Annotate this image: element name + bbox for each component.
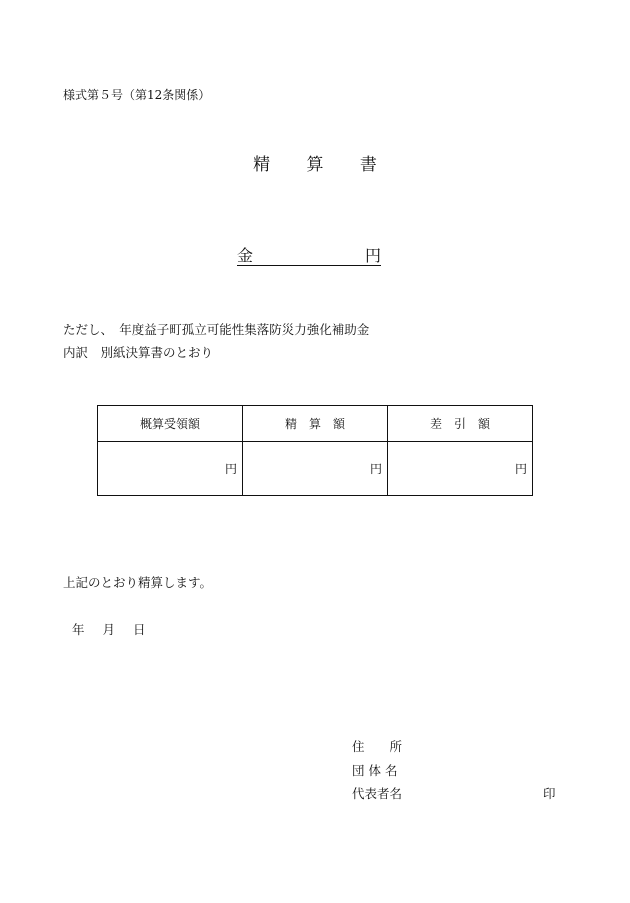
breakdown-text: 内訳 別紙決算書のとおり: [63, 345, 214, 360]
title-char-2: 算: [306, 155, 324, 175]
representative-label: 代表者名: [352, 786, 403, 801]
unit-yen: 円: [369, 462, 382, 476]
date-month: 月: [102, 622, 116, 637]
date-year: 年: [72, 622, 85, 637]
date-line: [72, 620, 160, 638]
seal-mark: 印: [543, 786, 556, 801]
unit-yen: 円: [514, 462, 527, 476]
organization-label: 団 体 名: [352, 763, 398, 778]
amount-prefix: 金: [237, 246, 254, 265]
date-day: 日: [133, 622, 146, 637]
address-label: 住 所: [352, 739, 403, 754]
cell-estimated-received[interactable]: [98, 442, 243, 496]
document-title: [0, 150, 630, 175]
header-difference: 差 引 額: [387, 406, 532, 442]
amount-suffix: 円: [364, 246, 381, 265]
table-row: [98, 442, 533, 496]
cell-difference[interactable]: [387, 442, 532, 496]
table-header-row: [98, 406, 533, 442]
proviso-text: ただし、 年度益子町孤立可能性集落防災力強化補助金: [63, 322, 370, 337]
form-number: 様式第５号（第12条関係）: [63, 88, 211, 102]
settlement-table: [97, 405, 533, 496]
header-settled-amount: 精 算 額: [242, 406, 387, 442]
amount-field[interactable]: [237, 243, 381, 266]
header-estimated-received: 概算受領額: [98, 406, 243, 442]
title-char-1: 精: [253, 155, 271, 175]
unit-yen: 円: [224, 462, 237, 476]
cell-settled-amount[interactable]: [242, 442, 387, 496]
title-char-3: 書: [359, 155, 377, 175]
closing-statement: 上記のとおり精算します。: [63, 575, 213, 590]
